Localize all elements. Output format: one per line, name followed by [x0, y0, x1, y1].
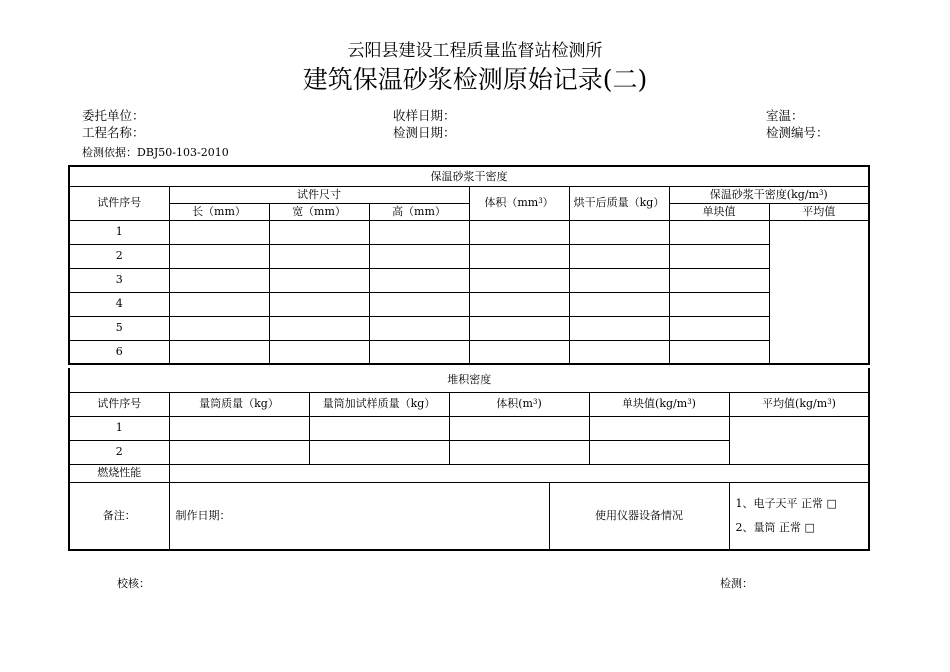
row-number: 4: [69, 292, 169, 316]
header-single-value: 单块值: [669, 203, 769, 220]
combustion-label: 燃烧性能: [69, 464, 169, 482]
height-cell[interactable]: [369, 244, 469, 268]
room-temp-label: 室温：: [766, 108, 804, 123]
equipment-balance: 1、电子天平 正常 □: [735, 496, 837, 510]
made-date-cell[interactable]: [169, 482, 549, 550]
volume-cell[interactable]: [469, 340, 569, 364]
length-cell[interactable]: [169, 244, 269, 268]
single-value-cell[interactable]: [589, 416, 729, 440]
dry-mass-cell[interactable]: [569, 292, 669, 316]
average-value-cell[interactable]: [729, 416, 869, 464]
header-average-value: 平均值$(kg/m^3)$: [729, 392, 869, 416]
single-value-cell[interactable]: [669, 268, 769, 292]
volume-cell[interactable]: [469, 316, 569, 340]
receive-date-label: 收样日期：: [393, 108, 456, 123]
header-average-value: 平均值: [769, 203, 869, 220]
cylinder-mass-cell[interactable]: [169, 440, 309, 464]
test-basis: 检测依据：DBJ50-103-2010: [82, 146, 229, 159]
height-cell[interactable]: [369, 340, 469, 364]
equipment-cylinder: 2、量筒 正常 □: [735, 520, 815, 534]
header-length: 长（mm）: [169, 203, 269, 220]
table-row: [69, 316, 869, 340]
cylinder-mass-cell[interactable]: [169, 416, 309, 440]
width-cell[interactable]: [269, 244, 369, 268]
header-single-value: 单块值$(kg/m^3)$: [589, 392, 729, 416]
combustion-value-cell[interactable]: [169, 464, 869, 482]
cylinder-sample-mass-cell[interactable]: [309, 440, 449, 464]
volume-cell[interactable]: [469, 244, 569, 268]
volume-cell[interactable]: [469, 292, 569, 316]
header-dry-density: 保温砂浆干密度$(kg/m^3)$: [669, 186, 869, 203]
project-label: 工程名称：: [82, 125, 145, 140]
row-number: 1: [69, 220, 169, 244]
equipment-label: 使用仪器设备情况: [549, 482, 729, 550]
length-cell[interactable]: [169, 316, 269, 340]
table-row: [69, 340, 869, 364]
width-cell[interactable]: [269, 292, 369, 316]
single-value-cell[interactable]: [669, 220, 769, 244]
row-number: 5: [69, 316, 169, 340]
width-cell[interactable]: [269, 268, 369, 292]
bulk-density-section-title: 堆积密度: [69, 368, 869, 392]
volume-cell[interactable]: [449, 440, 589, 464]
length-cell[interactable]: [169, 292, 269, 316]
header-dry-mass: 烘干后质量（kg）: [569, 186, 669, 220]
remarks-label: 备注：: [69, 482, 169, 550]
height-cell[interactable]: [369, 316, 469, 340]
single-value-cell[interactable]: [669, 316, 769, 340]
row-number: 2: [69, 440, 169, 464]
header-sample-number: 试件序号: [69, 392, 169, 416]
table-row: [69, 268, 869, 292]
header-volume: 体积$(m^3)$: [449, 392, 589, 416]
volume-cell[interactable]: [469, 220, 569, 244]
average-value-cell[interactable]: [769, 220, 869, 364]
width-cell[interactable]: [269, 316, 369, 340]
client-label: 委托单位：: [82, 108, 145, 123]
dry-mass-cell[interactable]: [569, 220, 669, 244]
test-number-label: 检测编号：: [766, 125, 829, 140]
header-cylinder-sample-mass: 量筒加试样质量（kg）: [309, 392, 449, 416]
width-cell[interactable]: [269, 220, 369, 244]
volume-cell[interactable]: [449, 416, 589, 440]
row-number: 2: [69, 244, 169, 268]
table-row: [69, 220, 869, 244]
single-value-cell[interactable]: [669, 340, 769, 364]
length-cell[interactable]: [169, 268, 269, 292]
equipment-status: [729, 482, 869, 550]
table-row: [69, 292, 869, 316]
volume-cell[interactable]: [469, 268, 569, 292]
cylinder-sample-mass-cell[interactable]: [309, 416, 449, 440]
table-row: [69, 244, 869, 268]
checker-label: 校核：: [117, 577, 150, 590]
dry-mass-cell[interactable]: [569, 316, 669, 340]
dry-density-section-title: 保温砂浆干密度: [69, 166, 869, 186]
height-cell[interactable]: [369, 220, 469, 244]
single-value-cell[interactable]: [589, 440, 729, 464]
row-number: 6: [69, 340, 169, 364]
page-title: 建筑保温砂浆检测原始记录(二): [302, 65, 648, 94]
header-sample-number: 试件序号: [69, 186, 169, 220]
tester-label: 检测：: [720, 577, 753, 590]
dry-mass-cell[interactable]: [569, 268, 669, 292]
row-number: 3: [69, 268, 169, 292]
single-value-cell[interactable]: [669, 244, 769, 268]
header-width: 宽（mm）: [269, 203, 369, 220]
header-cylinder-mass: 量筒质量（kg）: [169, 392, 309, 416]
row-number: 1: [69, 416, 169, 440]
height-cell[interactable]: [369, 292, 469, 316]
width-cell[interactable]: [269, 340, 369, 364]
table-row: [69, 416, 869, 440]
header-volume: 体积$(mm^3)$: [469, 186, 569, 220]
organization-name: 云阳县建设工程质量监督站检测所: [347, 41, 603, 61]
header-sample-size: 试件尺寸: [169, 186, 469, 203]
single-value-cell[interactable]: [669, 292, 769, 316]
made-date-label: 制作日期：: [175, 509, 231, 523]
length-cell[interactable]: [169, 220, 269, 244]
dry-mass-cell[interactable]: [569, 244, 669, 268]
length-cell[interactable]: [169, 340, 269, 364]
bulk-density-table: [68, 368, 870, 551]
height-cell[interactable]: [369, 268, 469, 292]
test-date-label: 检测日期：: [393, 125, 456, 140]
dry-mass-cell[interactable]: [569, 340, 669, 364]
header-height: 高（mm）: [369, 203, 469, 220]
dry-density-table: [68, 165, 870, 365]
